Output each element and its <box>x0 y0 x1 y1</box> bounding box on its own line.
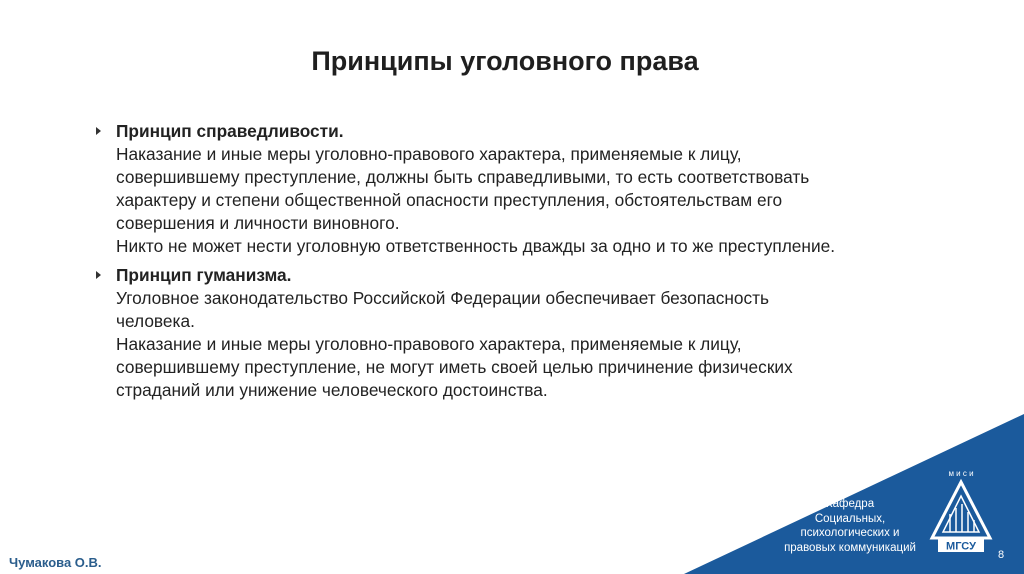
bullet-line: Никто не может нести уголовную ответственность дважды за одно и то же преступление. <box>116 236 836 256</box>
bullet-line: человека. <box>116 311 195 331</box>
slide-title: Принципы уголовного права <box>311 46 699 76</box>
bullet-line: Наказание и иные меры уголовно-правового характера, применяемые к лицу, <box>116 144 742 164</box>
bullet-heading: Принцип гуманизма. <box>116 265 292 285</box>
bullet-list <box>90 120 950 408</box>
bullet-line: страданий или унижение человеческого достоинства. <box>116 380 548 400</box>
bullet-heading: Принцип справедливости. <box>116 121 344 141</box>
page-number: 8 <box>998 549 1005 561</box>
bullet-humanism <box>90 264 950 402</box>
mgsu-logo-icon <box>926 462 996 554</box>
bullet-line: совершившему преступление, не могут иметь своей целью причинение физических <box>116 357 793 377</box>
department-line: Кафедра <box>825 498 875 510</box>
bullet-arrow-icon <box>96 127 101 135</box>
bullet-line: совершения и личности виновного. <box>116 213 400 233</box>
logo-text: МГСУ <box>946 540 976 553</box>
logo-top-letters: м и с и <box>948 469 974 478</box>
bullet-justice <box>90 120 950 258</box>
bullet-line: Наказание и иные меры уголовно-правового характера, применяемые к лицу, <box>116 334 742 354</box>
department-line: правовых коммуникаций <box>784 541 916 554</box>
bullet-line: характеру и степени общественной опасности преступления, обстоятельствам его <box>116 190 783 210</box>
department-label <box>760 497 940 555</box>
department-line: Социальных, <box>814 512 886 525</box>
bullet-line: совершившему преступление, должны быть справедливыми, то есть соответствовать <box>116 167 810 187</box>
department-line: психологических и <box>800 527 900 539</box>
bullet-line: Уголовное законодательство Российской Федерации обеспечивает безопасность <box>116 288 770 308</box>
bullet-arrow-icon <box>96 271 101 279</box>
author-name: Чумакова О.В. <box>9 555 102 570</box>
